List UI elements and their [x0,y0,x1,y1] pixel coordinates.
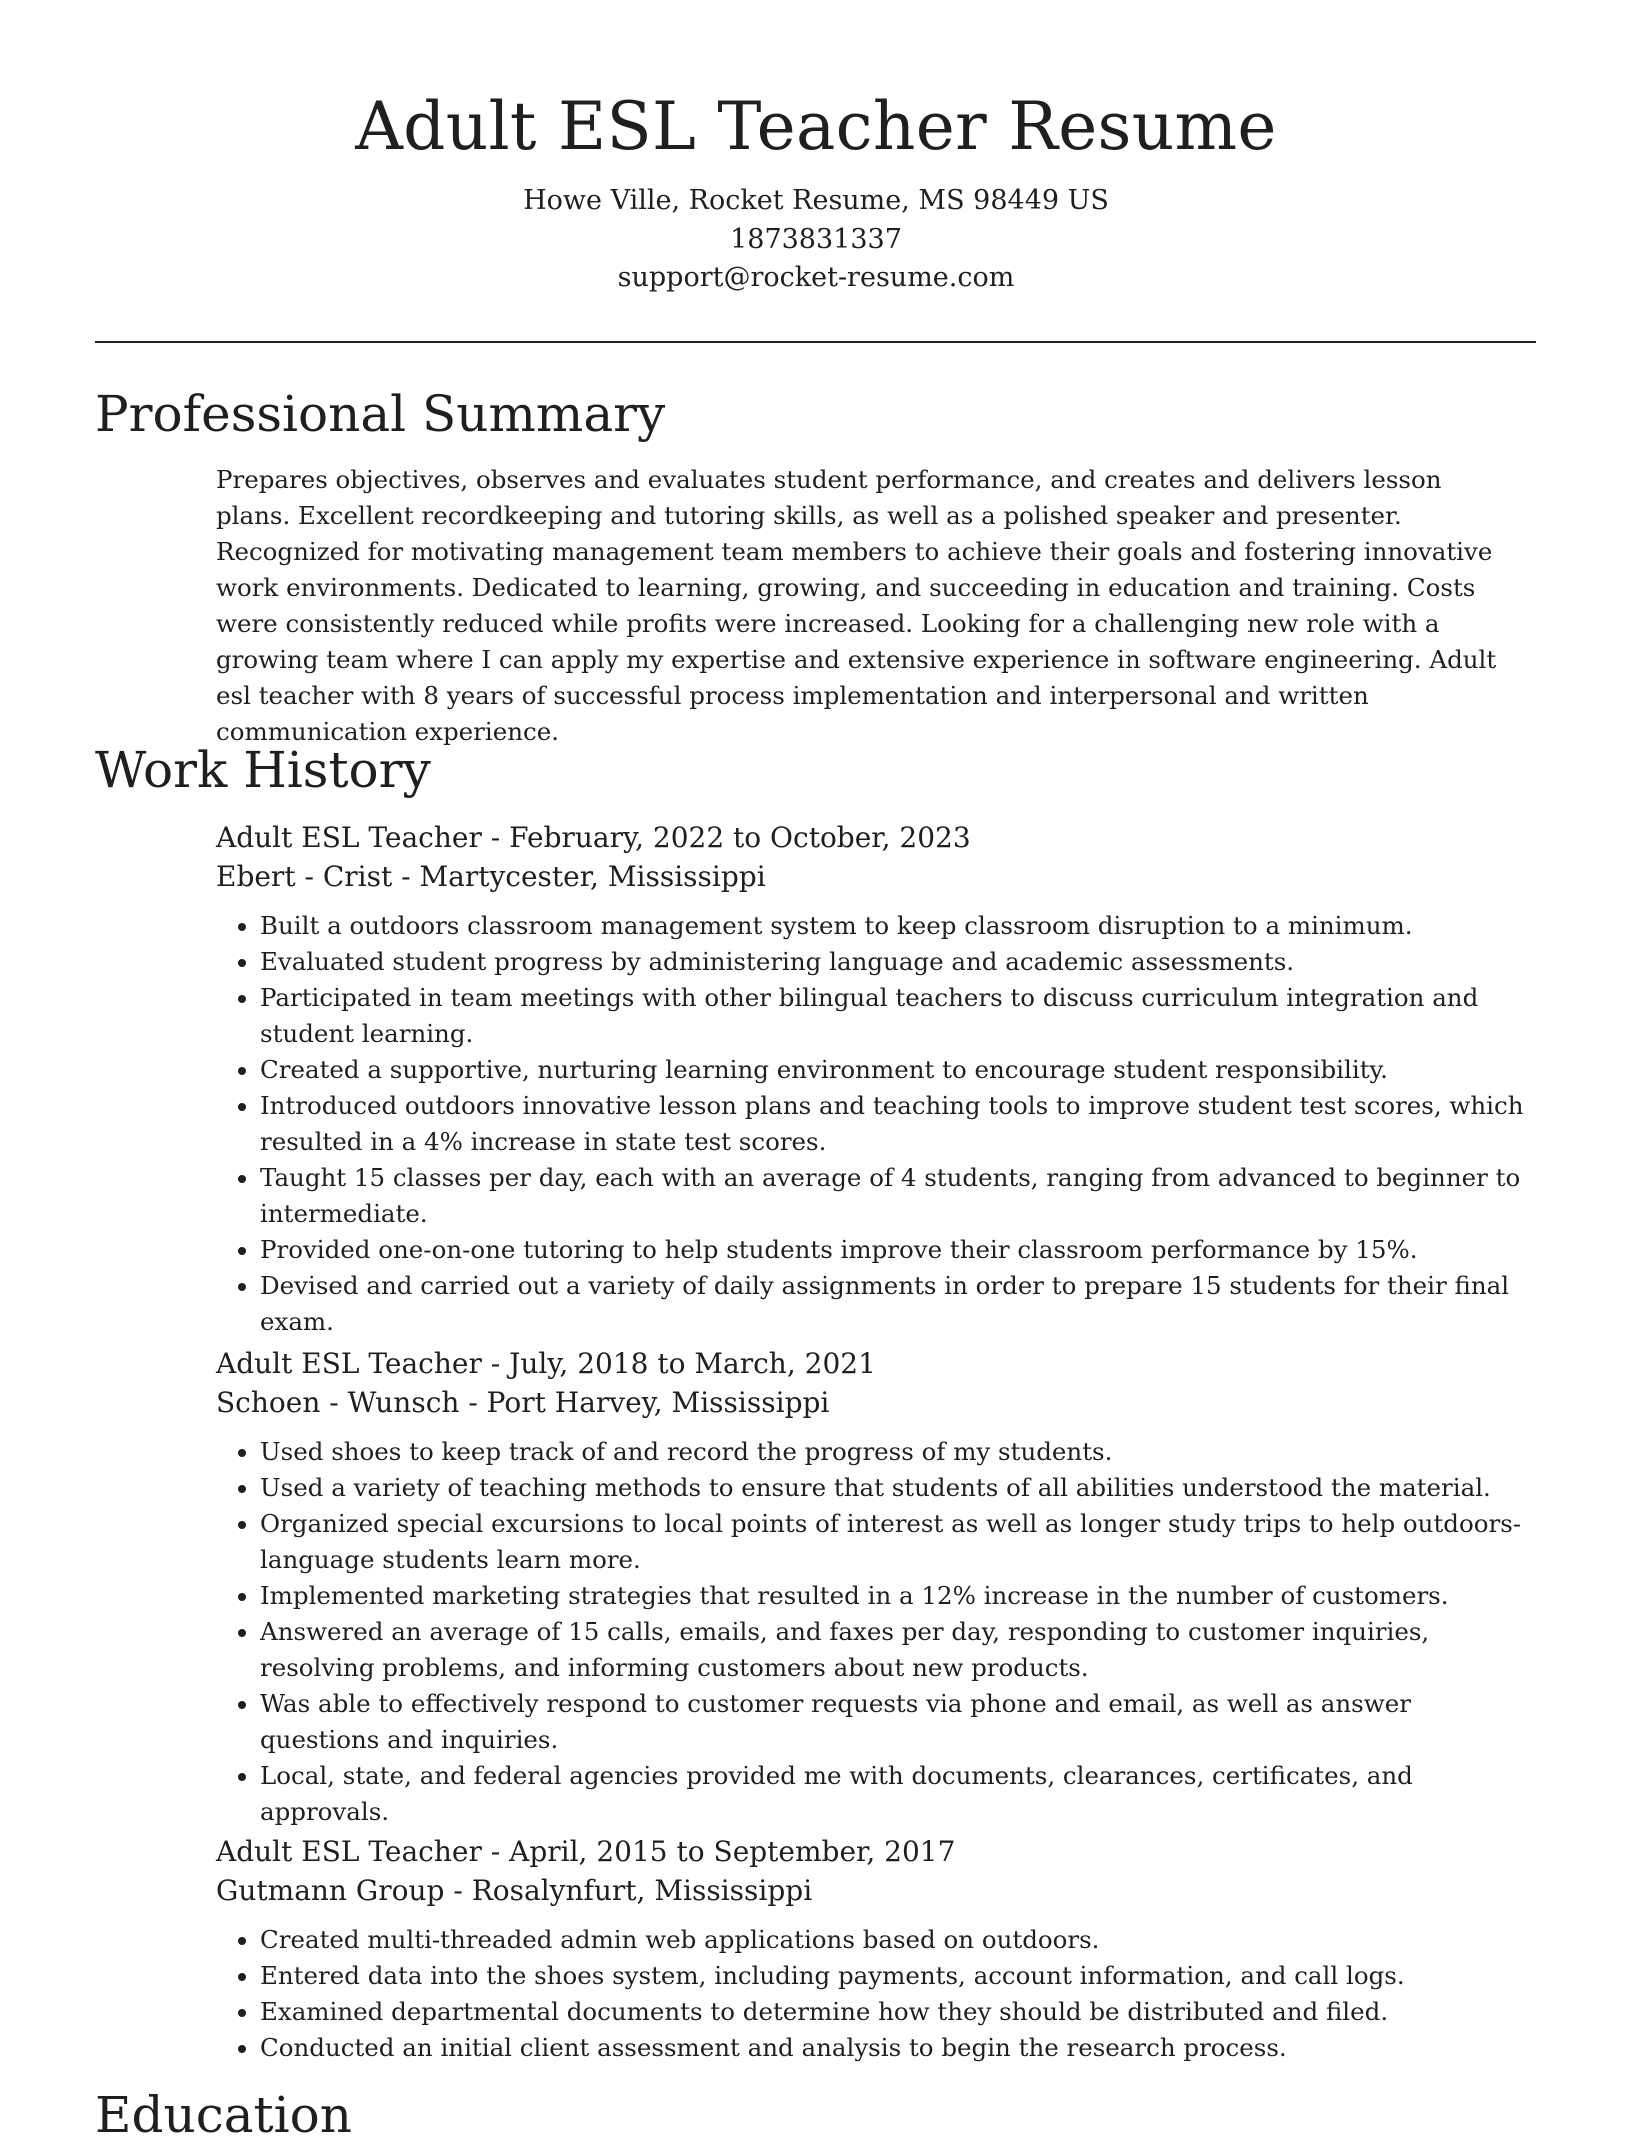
job-bullet: • Entered data into the shoes system, including payments, account information, and call logs. [260,1958,1536,1994]
job-title-line: Adult ESL Teacher - February, 2022 to October, 2023 [216,821,971,854]
job-entry [216,818,1536,1340]
job-bullet: • Introduced outdoors innovative lesson plans and teaching tools to improve student test scores, which resulted in a 4% increase in state test scores. [260,1088,1536,1160]
job-bullet: • Evaluated student progress by administering language and academic assessments. [260,944,1536,980]
contact-phone: 1873831337 [730,223,902,255]
job-bullet: • Used shoes to keep track of and record the progress of my students. [260,1434,1536,1470]
summary-text: Prepares objectives, observes and evaluates student performance, and creates and delivers lesson plans. Excellent recordkeeping and tutoring skills, as well as a polished speaker and presenter. Recognized for motivating management team members to achieve their goals and fostering innovative work environments. Dedicated to learning, growing, and succeeding in education and training. Costs were consistently reduced while profits were increased. Looking for a challenging new role with a growing team where I can apply my expertise and extensive experience in software engineering. Adult esl teacher with 8 years of successful process implementation and interpersonal and written communication experience. [216,465,1497,746]
job-bullet-list [216,1434,1536,1830]
job-bullet-list [216,908,1536,1340]
job-entry [216,1832,1536,2066]
job-title-line: Adult ESL Teacher - July, 2018 to March, 2021 [216,1347,876,1380]
job-company-line: Schoen - Wunsch - Port Harvey, Mississippi [216,1386,830,1419]
job-bullet: • Conducted an initial client assessment and analysis to begin the research process. [260,2030,1536,2066]
education-heading: Education [95,2086,352,2144]
resume-header [0,82,1632,298]
job-bullet: • Examined departmental documents to determine how they should be distributed and filed. [260,1994,1536,2030]
job-bullet: • Created multi-threaded admin web applications based on outdoors. [260,1922,1536,1958]
job-bullet: • Organized special excursions to local points of interest as well as longer study trips to help outdoors-language students learn more. [260,1506,1536,1578]
contact-address: Howe Ville, Rocket Resume, MS 98449 US [523,185,1109,216]
job-bullet: • Participated in team meetings with other bilingual teachers to discuss curriculum integration and student learning. [260,980,1536,1052]
contact-block [0,182,1632,298]
job-bullet: • Built a outdoors classroom management system to keep classroom disruption to a minimum. [260,908,1536,944]
job-bullet: • Used a variety of teaching methods to ensure that students of all abilities understood the material. [260,1470,1536,1506]
job-company-line: Gutmann Group - Rosalynfurt, Mississippi [216,1874,813,1907]
job-bullet: • Local, state, and federal agencies provided me with documents, clearances, certificates, and approvals. [260,1758,1536,1830]
header-divider [95,341,1536,343]
job-bullet: • Provided one-on-one tutoring to help students improve their classroom performance by 15%. [260,1232,1536,1268]
job-bullet: • Was able to effectively respond to customer requests via phone and email, as well as answer questions and inquiries. [260,1686,1536,1758]
job-company-line: Ebert - Crist - Martycester, Mississippi [216,860,766,893]
job-bullet: • Taught 15 classes per day, each with an average of 4 students, ranging from advanced to beginner to intermediate. [260,1160,1536,1232]
job-bullet: • Answered an average of 15 calls, emails, and faxes per day, responding to customer inquiries, resolving problems, and informing customers about new products. [260,1614,1536,1686]
job-bullet-list [216,1922,1536,2066]
work-history-heading: Work History [95,741,431,799]
job-bullet: • Implemented marketing strategies that resulted in a 12% increase in the number of customers. [260,1578,1536,1614]
job-title-line: Adult ESL Teacher - April, 2015 to September, 2017 [216,1835,956,1868]
summary-heading: Professional Summary [95,385,666,443]
resume-title: Adult ESL Teacher Resume [355,88,1277,165]
job-bullet: • Created a supportive, nurturing learning environment to encourage student responsibility. [260,1052,1536,1088]
contact-email: support@rocket-resume.com [617,262,1015,293]
job-entry [216,1344,1536,1830]
job-bullet: • Devised and carried out a variety of daily assignments in order to prepare 15 students for their final exam. [260,1268,1536,1340]
